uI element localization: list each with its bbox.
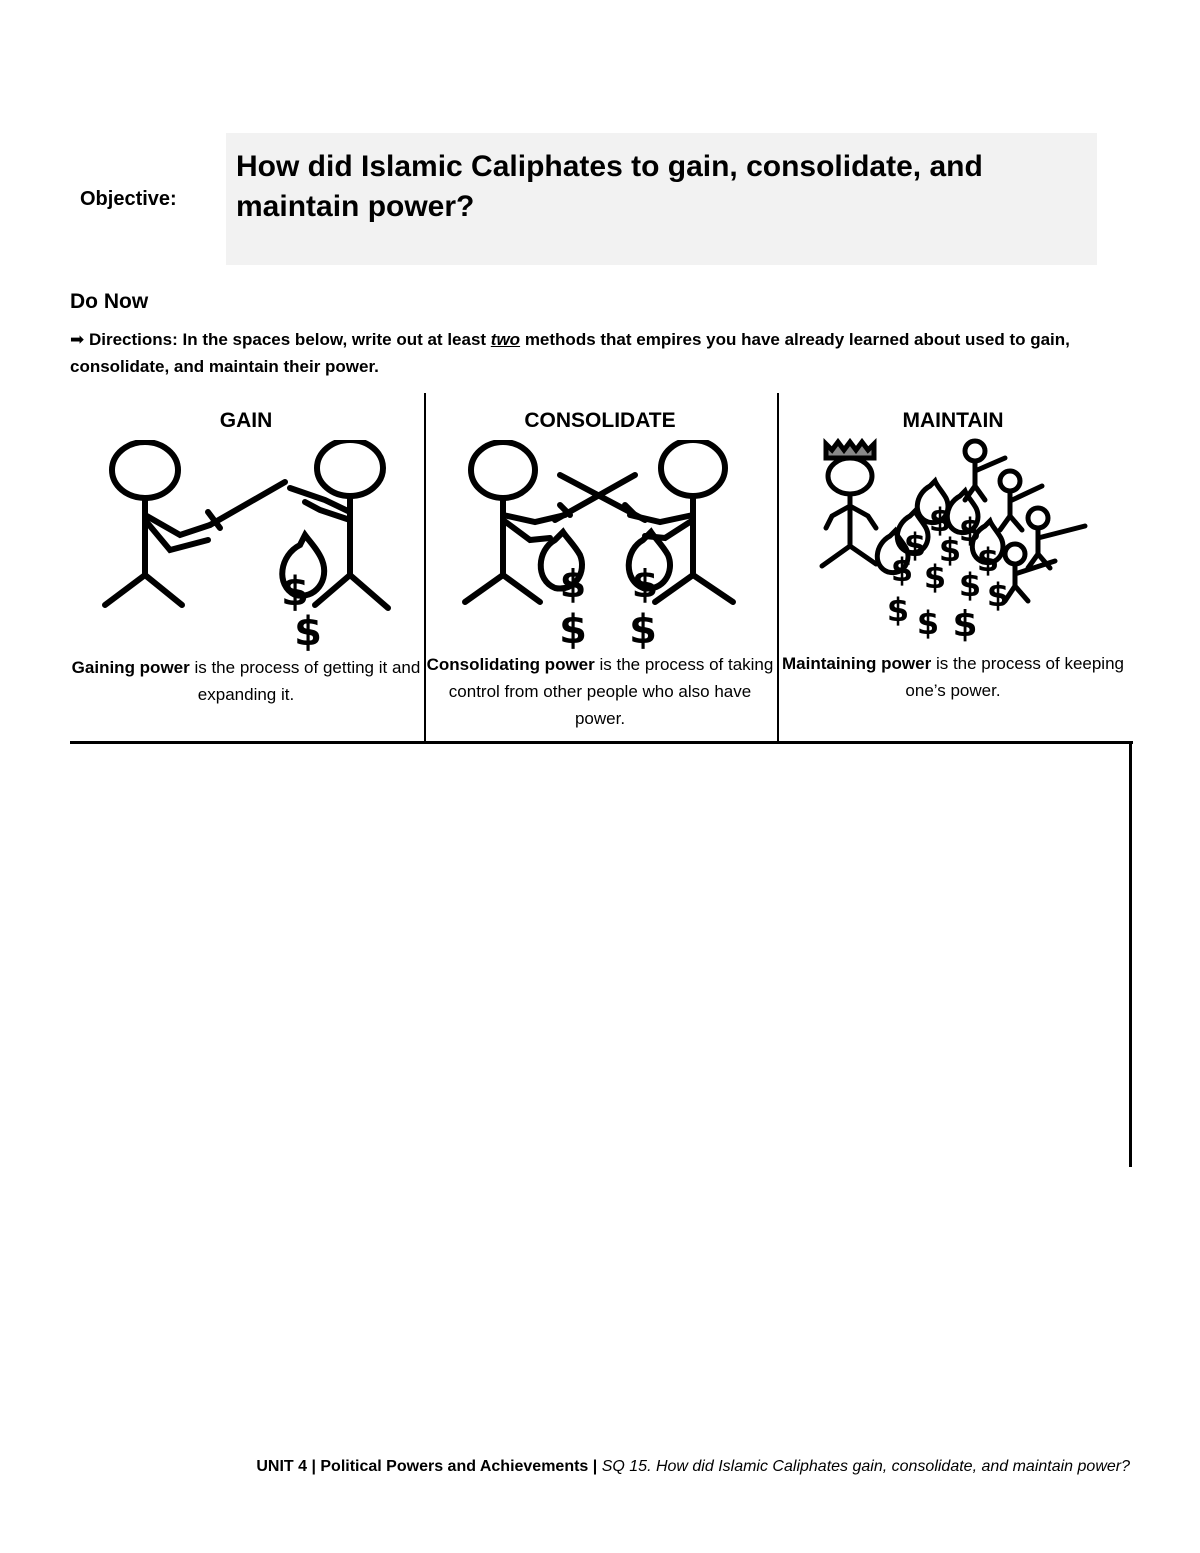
footer-unit: UNIT 4 | Political Powers and Achievements | <box>256 1458 598 1475</box>
column-title-maintain: MAINTAIN <box>902 409 1004 432</box>
crowned-king-army-treasure-icon <box>810 436 1100 651</box>
definition-term: Gaining power <box>71 658 190 677</box>
stick-figures-sword-money-icon <box>90 440 410 655</box>
definition-text: is the process of keeping one’s power. <box>905 654 1124 700</box>
directions-rest: methods that empires you have already learned about used to gain, consolidate, and maintain their power. <box>70 330 1070 376</box>
money-sign: $ <box>886 591 910 629</box>
answer-area-right-border <box>1129 741 1132 1167</box>
answer-area-top-border <box>70 741 1133 744</box>
directions-emphasis: two <box>490 330 521 349</box>
money-sign: $ <box>938 531 962 569</box>
definition-consolidate <box>424 651 776 732</box>
definition-gain <box>70 654 422 708</box>
money-sign: $ <box>281 569 309 615</box>
money-sign: $ <box>986 576 1010 614</box>
directions-lead: Directions: In the spaces below, write out at least <box>88 330 487 349</box>
definition-term: Maintaining power <box>781 654 932 673</box>
money-sign: $ <box>631 562 659 606</box>
money-sign: $ <box>903 526 927 564</box>
footer-question: SQ 15. How did Islamic Caliphates gain, consolidate, and maintain power? <box>601 1458 1130 1475</box>
objective-label: Objective: <box>80 188 177 210</box>
arrow-icon: ➡ <box>70 330 85 349</box>
money-sign: $ <box>923 558 947 596</box>
definition-text: is the process of getting it and expanding it. <box>189 658 421 704</box>
money-sign: $ <box>294 609 322 655</box>
definition-term: Consolidating power <box>426 655 595 674</box>
objective-box <box>226 133 1097 265</box>
money-sign: $ <box>952 604 978 645</box>
money-sign: $ <box>958 566 982 604</box>
do-now-heading: Do Now <box>70 290 149 313</box>
money-sign: $ <box>559 562 587 606</box>
directions <box>70 326 1140 380</box>
money-sign: $ <box>559 607 587 653</box>
money-sign: $ <box>890 551 914 589</box>
definition-text: is the process of taking control from other people who also have power. <box>448 655 774 728</box>
money-sign: $ <box>629 607 657 653</box>
money-sign: $ <box>958 511 982 549</box>
money-sign: $ <box>916 604 940 642</box>
column-title-consolidate: CONSOLIDATE <box>524 409 676 432</box>
page-footer <box>0 1458 1130 1476</box>
column-title-gain: GAIN <box>219 409 273 432</box>
definition-maintain <box>777 650 1129 704</box>
stick-figures-crossed-swords-icon <box>455 440 755 655</box>
money-sign: $ <box>928 501 952 539</box>
money-sign: $ <box>976 541 1000 579</box>
objective-question: How did Islamic Caliphates to gain, consolidate, and maintain power? <box>236 150 983 223</box>
